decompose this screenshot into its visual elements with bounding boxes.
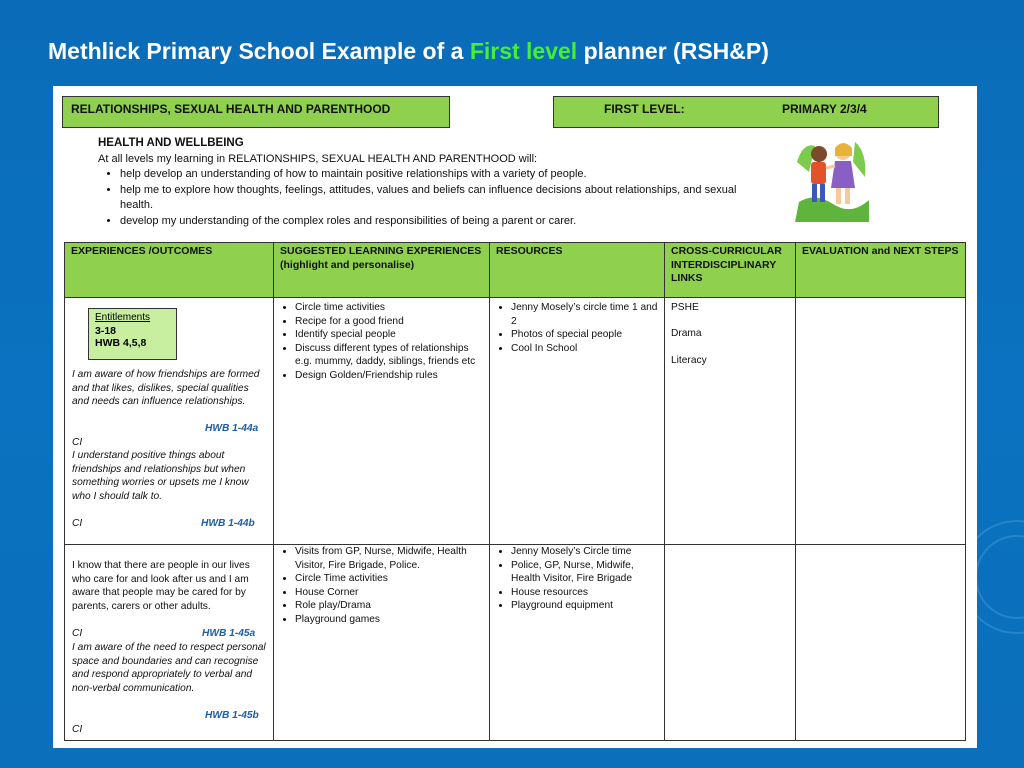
- entitlements-box: Entitlements 3-18 HWB 4,5,8: [88, 308, 177, 360]
- outcome-code: HWB 1-44a: [205, 423, 259, 434]
- list-item: • House Corner: [295, 586, 485, 600]
- list-item: • House resources: [511, 586, 661, 600]
- column-divider: [273, 298, 274, 740]
- outcome-text: I understand positive things about friendships and relationships but when something worries or upsets me I know who I should talk to.: [72, 450, 249, 502]
- resources-list: [493, 301, 661, 355]
- link-item: Literacy: [671, 355, 707, 366]
- outcome-text: I am aware of how friendships are formed and that likes, dislikes, special qualities and needs can influence relationships.: [72, 369, 260, 408]
- column-divider: [664, 298, 665, 740]
- outcome-code: HWB 1-44b: [201, 518, 255, 529]
- learning-list: [277, 545, 485, 627]
- list-item: • Photos of special people: [511, 328, 661, 342]
- list-item: • help me to explore how thoughts, feelings, attitudes, values and beliefs can influence decisions about relationships, and sexual health.: [120, 183, 758, 214]
- link-item: Drama: [671, 328, 702, 339]
- outcome-text: I know that there are people in our lives who care for and look after us and I am aware that people may be cared for by parents, carers or other adults.: [72, 560, 250, 612]
- intro-section: [98, 136, 758, 229]
- list-item: • Police, GP, Nurse, Midwife, Health Visitor, Fire Brigade: [511, 559, 661, 586]
- column-header: CROSS-CURRICULAR INTERDISCIPLINARY LINKS: [665, 243, 796, 298]
- list-item: • Recipe for a good friend: [295, 315, 485, 329]
- list-item: • Discuss different types of relationships e.g. mummy, daddy, siblings, friends etc: [295, 342, 485, 369]
- slide-title: Methlick Primary School Example of a First level planner (RSH&P): [48, 38, 769, 64]
- list-item: • help develop an understanding of how to maintain positive relationships with a variety of people.: [120, 167, 758, 183]
- outcome-code: HWB 1-45b: [205, 710, 259, 721]
- list-item: • Playground equipment: [511, 599, 661, 613]
- ci-label: CI: [72, 724, 83, 735]
- ci-label: CI: [72, 628, 83, 639]
- list-item: • Role play/Drama: [295, 599, 485, 613]
- list-item: • Cool In School: [511, 342, 661, 356]
- intro-line: At all levels my learning in RELATIONSHIPS, SEXUAL HEALTH AND PARENTHOOD will:: [98, 152, 538, 165]
- list-item: • Identify special people: [295, 328, 485, 342]
- list-item: • Design Golden/Friendship rules: [295, 369, 485, 383]
- column-header: EVALUATION and NEXT STEPS: [796, 243, 965, 298]
- list-item: • Circle Time activities: [295, 572, 485, 586]
- outcome-code: HWB 1-45a: [202, 628, 256, 639]
- link-item: PSHE: [671, 302, 699, 313]
- list-item: • Playground games: [295, 613, 485, 627]
- list-item: • develop my understanding of the complex roles and responsibilities of being a parent or carer.: [120, 214, 758, 230]
- stage-label: PRIMARY 2/3/4: [782, 102, 867, 116]
- curriculum-area-header: RELATIONSHIPS, SEXUAL HEALTH AND PARENTHOOD: [62, 96, 450, 128]
- outcome-text: I am aware of the need to respect personal space and boundaries and can recognise and respond appropriately to verbal and non-verbal communication.: [72, 642, 266, 694]
- learning-list: [277, 301, 485, 383]
- title-highlight: First level: [469, 38, 578, 64]
- column-header: RESOURCES: [490, 243, 665, 298]
- resources-list: [493, 545, 661, 613]
- children-clipart-icon: [795, 132, 869, 222]
- ci-label: CI: [72, 437, 83, 448]
- column-divider: [795, 298, 796, 740]
- planner-document: [53, 86, 977, 748]
- planner-table: [64, 242, 966, 741]
- list-item: • Circle time activities: [295, 301, 485, 315]
- level-label: FIRST LEVEL:: [604, 102, 685, 116]
- list-item: • Jenny Mosely’s circle time 1 and 2: [511, 301, 661, 328]
- column-header: EXPERIENCES /OUTCOMES: [65, 243, 274, 298]
- ci-label: CI: [72, 518, 83, 529]
- intro-bullets: [98, 167, 758, 229]
- list-item: • Visits from GP, Nurse, Midwife, Health Visitor, Fire Brigade, Police.: [295, 545, 485, 572]
- column-divider: [489, 298, 490, 740]
- level-header: [553, 96, 939, 128]
- list-item: • Jenny Mosely’s Circle time: [511, 545, 661, 559]
- section-heading: HEALTH AND WELLBEING: [98, 137, 244, 149]
- column-header: SUGGESTED LEARNING EXPERIENCES (highlight and personalise): [274, 243, 490, 298]
